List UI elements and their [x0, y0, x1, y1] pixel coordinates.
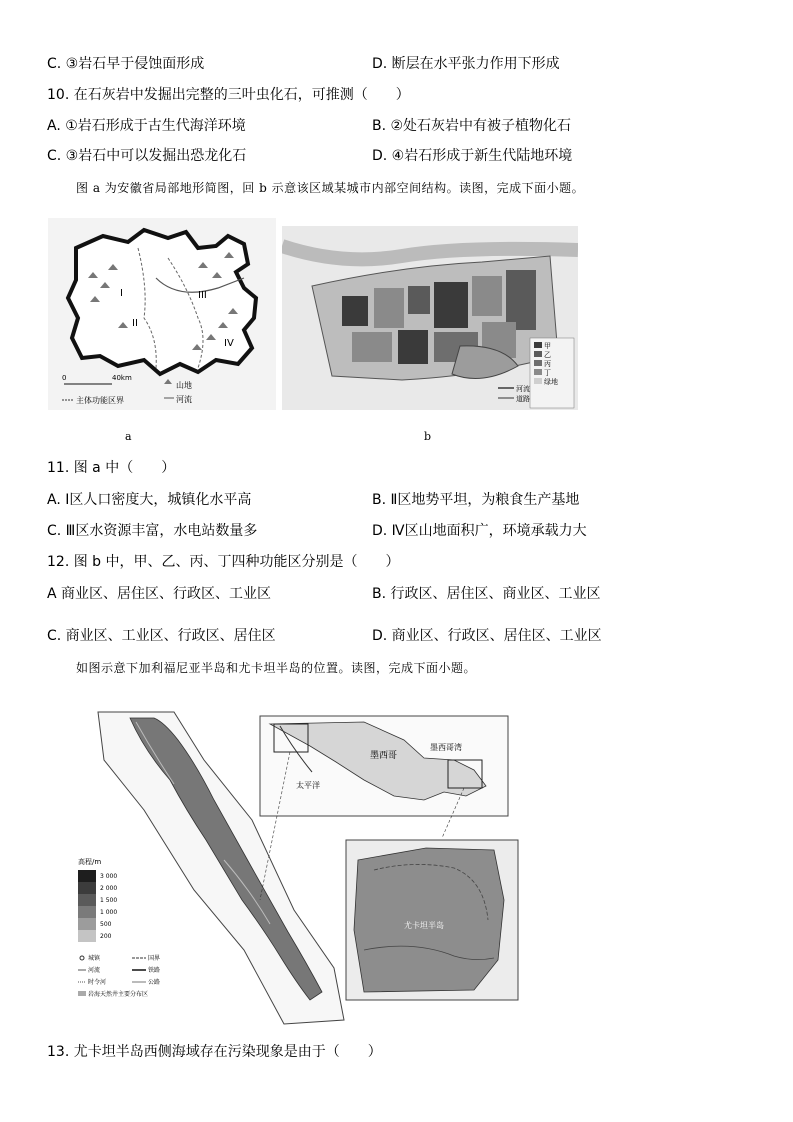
elevation-level: 2 000 [100, 885, 118, 892]
figure-c [74, 700, 534, 1028]
q11-option-b: B. Ⅱ区地势平坦，为粮食生产基地 [372, 492, 580, 508]
q13-stem: 13. 尤卡坦半岛西侧海域存在污染现象是由于（ ） [47, 1044, 382, 1060]
figure-a-caption: a [125, 430, 132, 443]
label-pacific: 太平洋 [296, 781, 320, 790]
scale-label: 40km [112, 374, 132, 382]
elevation-level: 500 [100, 921, 112, 928]
region-label: III [198, 290, 207, 301]
figure-b [282, 226, 578, 410]
region-label: IV [224, 338, 234, 349]
figure-a [48, 218, 276, 410]
elevation-level: 1 000 [100, 909, 118, 916]
q11-option-d: D. Ⅳ区山地面积广，环境承载力大 [372, 523, 587, 539]
q12-stem: 12. 图 b 中，甲、乙、丙、丁四种功能区分别是（ ） [47, 554, 400, 570]
q12-option-a: A 商业区、居住区、行政区、工业区 [47, 586, 272, 602]
label-mexico: 墨西哥 [370, 751, 398, 761]
legend-boundary: 主体功能区界 [76, 396, 124, 405]
legend-mountain: 山地 [176, 381, 192, 390]
elevation-swatches [78, 870, 96, 942]
legend-item: 绿地 [544, 378, 558, 386]
q11-option-a: A. Ⅰ区人口密度大，城镇化水平高 [47, 492, 252, 508]
scale-zero: 0 [62, 374, 67, 382]
legend-river: 河流 [88, 967, 101, 974]
legend-item: 丁 [544, 369, 551, 377]
q12-option-b: B. 行政区、居住区、商业区、工业区 [372, 586, 601, 602]
legend-border: 国界 [148, 955, 161, 962]
q9-option-d: D. 断层在水平张力作用下形成 [372, 56, 560, 72]
q11-option-c: C. Ⅲ区水资源丰富，水电站数量多 [47, 523, 258, 539]
elevation-level: 1 500 [100, 897, 118, 904]
figure-b-caption: b [424, 430, 432, 443]
q10-option-d: D. ④岩石形成于新生代陆地环境 [372, 148, 573, 164]
q10-stem: 10. 在石灰岩中发掘出完整的三叶虫化石，可推测（ ） [47, 87, 410, 103]
legend-item: 乙 [544, 351, 551, 359]
q10-option-b: B. ②处石灰岩中有被子植物化石 [372, 118, 572, 134]
legend-town: 城镇 [88, 955, 101, 962]
elevation-level: 3 000 [100, 873, 118, 880]
legend-cenote: 岩海天然井主要分布区 [88, 991, 149, 998]
legend-road: 公路 [148, 979, 161, 986]
intro-figure-c: 如图示意下加利福尼亚半岛和尤卡坦半岛的位置。读图，完成下面小题。 [76, 661, 477, 675]
legend-railway: 铁路 [148, 967, 161, 974]
legend-river: 河流 [176, 395, 192, 404]
intro-figures-ab: 图 a 为安徽省局部地形简图，回 b 示意该区域某城市内部空间结构。读图，完成下面小题。 [76, 181, 585, 195]
legend-seasonal-river: 时令河 [88, 979, 107, 986]
elevation-title: 高程/m [78, 858, 102, 866]
legend-road: 道路 [516, 395, 530, 403]
q10-option-c: C. ③岩石中可以发掘出恐龙化石 [47, 148, 247, 164]
legend-item: 丙 [544, 360, 551, 368]
q11-stem: 11. 图 a 中（ ） [47, 460, 176, 476]
q12-option-d: D. 商业区、行政区、居住区、工业区 [372, 628, 602, 644]
q10-option-a: A. ①岩石形成于古生代海洋环境 [47, 118, 246, 134]
region-label: II [132, 318, 138, 329]
legend-item: 甲 [544, 342, 551, 350]
q9-option-c: C. ③岩石早于侵蚀面形成 [47, 56, 205, 72]
q12-option-c: C. 商业区、工业区、行政区、居住区 [47, 628, 276, 644]
elevation-level: 200 [100, 933, 112, 940]
label-gulf: 墨西哥湾 [430, 743, 462, 752]
legend-river: 河流 [516, 385, 530, 393]
region-label: I [120, 288, 123, 299]
label-yucatan: 尤卡坦半岛 [404, 921, 444, 930]
